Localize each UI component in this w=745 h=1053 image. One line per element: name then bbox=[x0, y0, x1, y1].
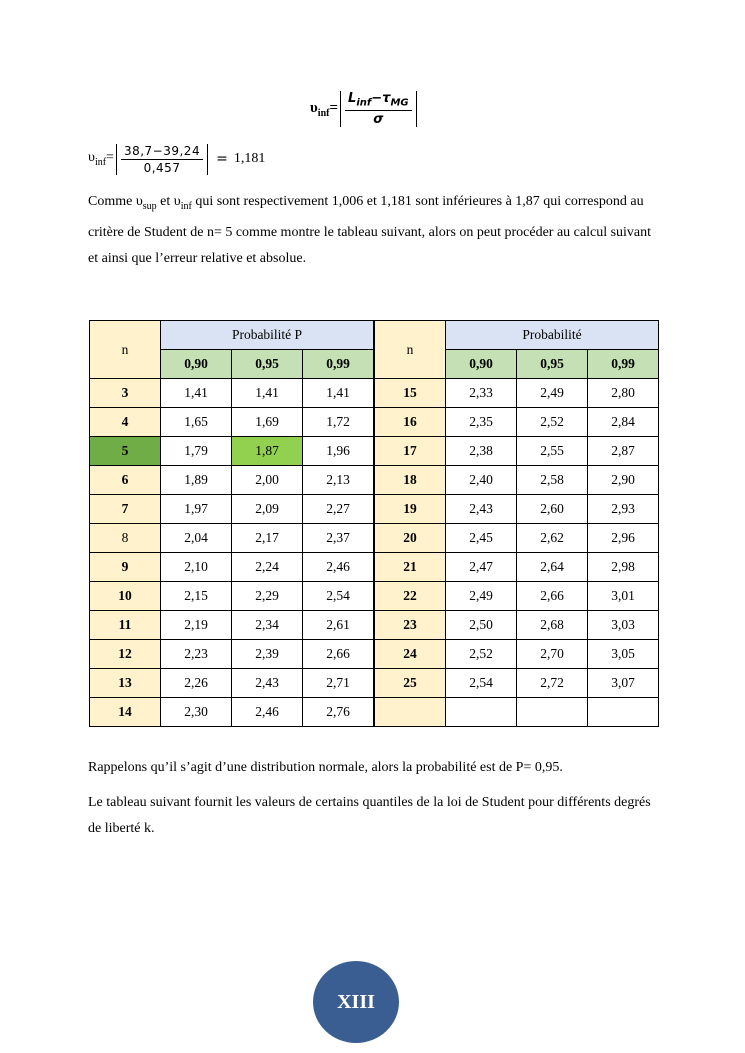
student-table bbox=[89, 320, 659, 727]
table-cell: 2,34 bbox=[232, 611, 303, 640]
table-cell: 2,33 bbox=[446, 379, 517, 408]
table-row bbox=[90, 495, 659, 524]
table-row bbox=[90, 524, 659, 553]
table-cell: 3,07 bbox=[588, 669, 659, 698]
table-cell: 1,65 bbox=[161, 408, 232, 437]
table-cell: 2,35 bbox=[446, 408, 517, 437]
row-n-left: 14 bbox=[90, 698, 161, 727]
table-cell: 2,66 bbox=[517, 582, 588, 611]
table-row bbox=[90, 408, 659, 437]
table-cell: 2,38 bbox=[446, 437, 517, 466]
table-cell: 3,05 bbox=[588, 640, 659, 669]
row-n-right: 20 bbox=[374, 524, 446, 553]
row-n-right: 21 bbox=[374, 553, 446, 582]
row-n-left: 11 bbox=[90, 611, 161, 640]
table-cell: 2,50 bbox=[446, 611, 517, 640]
table-cell: 2,55 bbox=[517, 437, 588, 466]
table-cell: 2,49 bbox=[446, 582, 517, 611]
table-cell-highlighted: 1,87 bbox=[232, 437, 303, 466]
table-cell: 2,04 bbox=[161, 524, 232, 553]
table-row bbox=[90, 466, 659, 495]
row-n-left: 3 bbox=[90, 379, 161, 408]
table-cell: 2,15 bbox=[161, 582, 232, 611]
table-cell: 2,13 bbox=[303, 466, 375, 495]
row-n-right-empty bbox=[374, 698, 446, 727]
table-cell: 2,70 bbox=[517, 640, 588, 669]
formula1-denominator: σ bbox=[373, 111, 384, 127]
row-n-left: 10 bbox=[90, 582, 161, 611]
table-cell: 2,37 bbox=[303, 524, 375, 553]
row-n-left: 9 bbox=[90, 553, 161, 582]
table-row bbox=[90, 611, 659, 640]
table-cell: 1,41 bbox=[161, 379, 232, 408]
row-n-right: 16 bbox=[374, 408, 446, 437]
row-n-left: 8 bbox=[90, 524, 161, 553]
table-row bbox=[90, 640, 659, 669]
row-n-right: 18 bbox=[374, 466, 446, 495]
row-n-right: 19 bbox=[374, 495, 446, 524]
table-cell: 2,54 bbox=[446, 669, 517, 698]
table-cell bbox=[588, 698, 659, 727]
table-cell: 2,96 bbox=[588, 524, 659, 553]
table-row bbox=[90, 698, 659, 727]
table-cell: 3,01 bbox=[588, 582, 659, 611]
formula-upsilon-inf bbox=[310, 88, 417, 130]
table-cell: 2,66 bbox=[303, 640, 375, 669]
table-cell: 2,64 bbox=[517, 553, 588, 582]
paragraph-student-quantiles: Le tableau suivant fournit les valeurs de certains quantiles de la loi de Student pour différents degrés de liberté k. bbox=[88, 795, 651, 836]
table-cell: 2,80 bbox=[588, 379, 659, 408]
table-cell: 1,41 bbox=[303, 379, 375, 408]
table-cell: 2,61 bbox=[303, 611, 375, 640]
table-cell: 2,27 bbox=[303, 495, 375, 524]
row-n-left: 6 bbox=[90, 466, 161, 495]
table-cell: 2,90 bbox=[588, 466, 659, 495]
table-cell: 2,58 bbox=[517, 466, 588, 495]
formula2-lhs: $\upsilon_{inf}=$ bbox=[88, 150, 114, 168]
formula2-denominator: 0,457 bbox=[143, 160, 181, 175]
row-n-right: 24 bbox=[374, 640, 446, 669]
table-cell: 2,71 bbox=[303, 669, 375, 698]
table-cell: 1,89 bbox=[161, 466, 232, 495]
table-cell bbox=[517, 698, 588, 727]
table-cell: 2,00 bbox=[232, 466, 303, 495]
table-cell: 2,52 bbox=[517, 408, 588, 437]
row-n-left: 7 bbox=[90, 495, 161, 524]
paragraph-normal-distribution: Rappelons qu’il s’agit d’une distribution normale, alors la probabilité est de P= 0,95. bbox=[88, 760, 563, 775]
table-cell: 2,47 bbox=[446, 553, 517, 582]
formula2-result: 1,181 bbox=[233, 151, 266, 166]
left-prob-header: Probabilité P bbox=[161, 321, 375, 350]
row-n-right: 25 bbox=[374, 669, 446, 698]
left-n-header: n bbox=[90, 321, 161, 379]
right-p-090: 0,90 bbox=[446, 350, 517, 379]
row-n-right: 15 bbox=[374, 379, 446, 408]
table-cell: 2,93 bbox=[588, 495, 659, 524]
formula2-fraction bbox=[121, 144, 203, 175]
formula1-absolute-value bbox=[340, 91, 417, 127]
table-cell: 2,72 bbox=[517, 669, 588, 698]
formula2-numerator: 38,7−39,24 bbox=[121, 144, 203, 160]
table-cell: 1,69 bbox=[232, 408, 303, 437]
right-prob-header: Probabilité bbox=[446, 321, 659, 350]
table-cell: 1,97 bbox=[161, 495, 232, 524]
table-cell: 2,19 bbox=[161, 611, 232, 640]
formula2-equals: = bbox=[216, 151, 228, 167]
row-n-left: 12 bbox=[90, 640, 161, 669]
formula-numeric bbox=[88, 140, 265, 178]
table-cell: 2,29 bbox=[232, 582, 303, 611]
table-cell: 2,54 bbox=[303, 582, 375, 611]
table-cell: 2,45 bbox=[446, 524, 517, 553]
formula1-numerator: $L_{inf}-\tau_{MG}$ bbox=[345, 91, 412, 111]
table-cell: 2,46 bbox=[303, 553, 375, 582]
table-cell: 2,98 bbox=[588, 553, 659, 582]
table-row bbox=[90, 379, 659, 408]
row-n-right: 23 bbox=[374, 611, 446, 640]
paragraph-comparison: Comme $\upsilon_{sup}$ et $\upsilon_{inf}$ qui sont respectivement 1,006 et 1,181 sont inférieures à 1,87 qui correspond au critère de Student de n= 5 comme montre le tableau suivant, alors on peut procéder au calcul suivant et ainsi que l’erreur relative et absolue. bbox=[88, 194, 652, 266]
right-p-095: 0,95 bbox=[517, 350, 588, 379]
table-cell: 2,49 bbox=[517, 379, 588, 408]
page-number-badge: XIII bbox=[313, 961, 399, 1043]
table-cell: 2,26 bbox=[161, 669, 232, 698]
table-cell: 2,46 bbox=[232, 698, 303, 727]
table-cell: 2,24 bbox=[232, 553, 303, 582]
row-n-left-highlighted: 5 bbox=[90, 437, 161, 466]
table-cell: 2,68 bbox=[517, 611, 588, 640]
table-cell: 2,62 bbox=[517, 524, 588, 553]
formula1-fraction bbox=[345, 91, 412, 127]
left-p-099: 0,99 bbox=[303, 350, 375, 379]
formula1-lhs: $\upsilon_{inf}=$ bbox=[310, 99, 339, 119]
table-cell: 2,60 bbox=[517, 495, 588, 524]
table-cell: 2,87 bbox=[588, 437, 659, 466]
formula2-absolute-value bbox=[116, 144, 208, 175]
table-cell: 2,43 bbox=[446, 495, 517, 524]
table-cell: 2,39 bbox=[232, 640, 303, 669]
right-p-099: 0,99 bbox=[588, 350, 659, 379]
row-n-right: 17 bbox=[374, 437, 446, 466]
left-p-090: 0,90 bbox=[161, 350, 232, 379]
table-cell: 1,72 bbox=[303, 408, 375, 437]
table-cell bbox=[446, 698, 517, 727]
table-cell: 1,96 bbox=[303, 437, 375, 466]
table-cell: 1,79 bbox=[161, 437, 232, 466]
row-n-right: 22 bbox=[374, 582, 446, 611]
table-row-highlighted bbox=[90, 437, 659, 466]
left-p-095: 0,95 bbox=[232, 350, 303, 379]
table-cell: 2,17 bbox=[232, 524, 303, 553]
table-cell: 2,10 bbox=[161, 553, 232, 582]
table-cell: 2,40 bbox=[446, 466, 517, 495]
row-n-left: 13 bbox=[90, 669, 161, 698]
table-cell: 1,41 bbox=[232, 379, 303, 408]
table-cell: 2,09 bbox=[232, 495, 303, 524]
table-cell: 2,52 bbox=[446, 640, 517, 669]
row-n-left: 4 bbox=[90, 408, 161, 437]
table-row bbox=[90, 553, 659, 582]
table-row bbox=[90, 582, 659, 611]
table-row bbox=[90, 669, 659, 698]
table-cell: 2,30 bbox=[161, 698, 232, 727]
table-cell: 2,84 bbox=[588, 408, 659, 437]
right-n-header: n bbox=[374, 321, 446, 379]
table-cell: 2,76 bbox=[303, 698, 375, 727]
table-header-row bbox=[90, 321, 659, 350]
table-cell: 2,43 bbox=[232, 669, 303, 698]
table-cell: 3,03 bbox=[588, 611, 659, 640]
table-cell: 2,23 bbox=[161, 640, 232, 669]
